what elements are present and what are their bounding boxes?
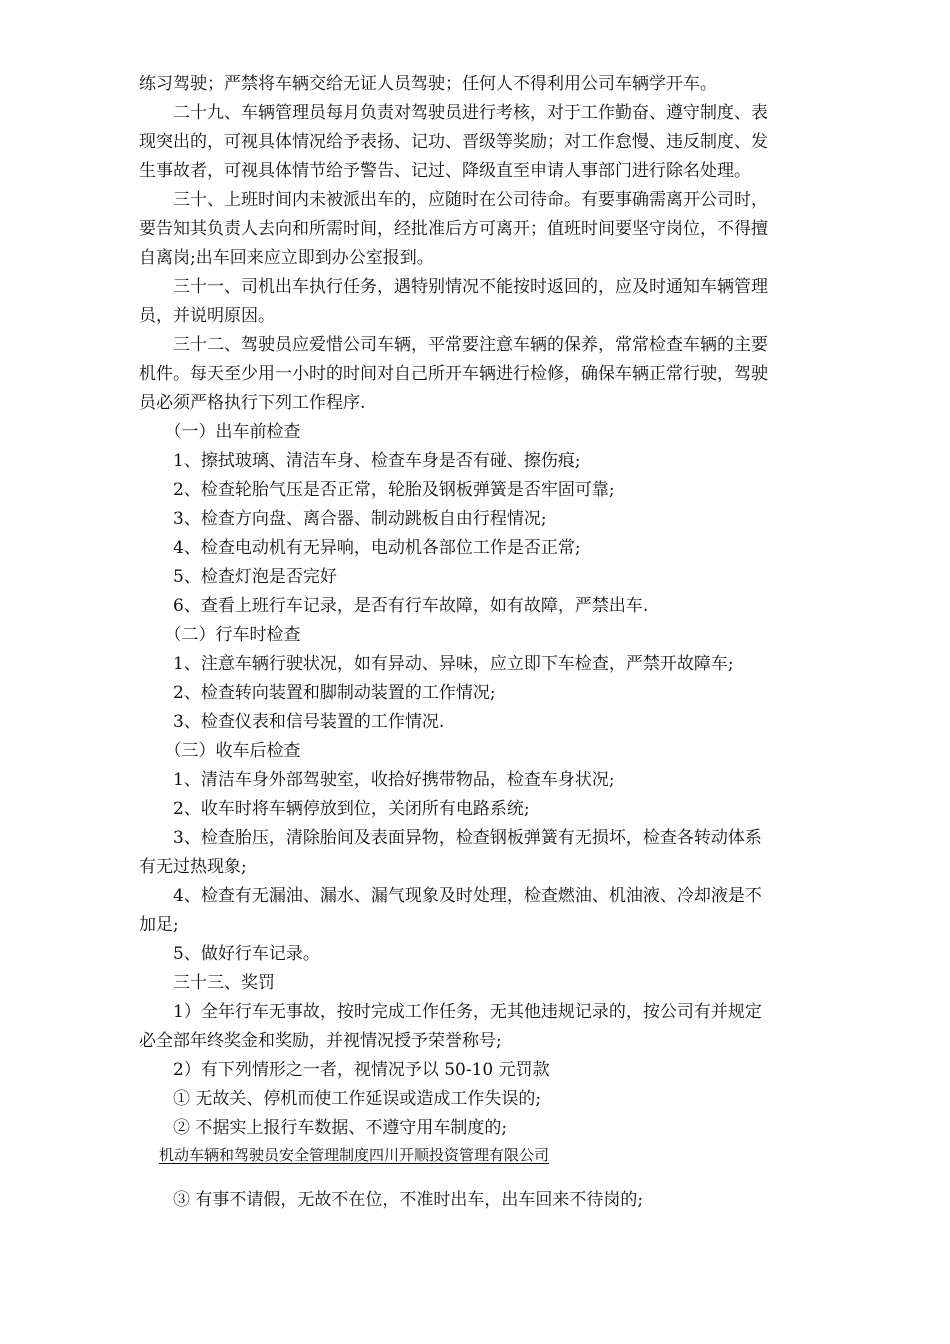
list-item: 1、注意车辆行驶状况，如有异动、异味，应立即下车检查，严禁开故障车; xyxy=(139,654,734,674)
text-line: 现突出的，可视具体情况给予表扬、记功、晋级等奖励；对工作怠慢、违反制度、发 xyxy=(139,132,768,152)
text-line: 有无过热现象; xyxy=(139,857,247,877)
text-line: 要告知其负责人去向和所需时间，经批准后方可离开；值班时间要坚守岗位，不得擅 xyxy=(139,219,768,239)
list-item: 2、检查轮胎气压是否正常，轮胎及钢板弹簧是否牢固可靠; xyxy=(139,480,615,500)
section-heading: 三十三、奖罚 xyxy=(139,973,275,993)
page-footer-title: 机动车辆和驾驶员安全管理制度四川开顺投资管理有限公司 xyxy=(159,1146,550,1164)
text-line: 必全部年终奖金和奖励，并视情况授予荣誉称号; xyxy=(139,1031,502,1051)
text-line: 三十一、司机出车执行任务，遇特别情况不能按时返回的，应及时通知车辆管理 xyxy=(139,277,768,297)
text-line: 二十九、车辆管理员每月负责对驾驶员进行考核，对于工作勤奋、遵守制度、表 xyxy=(139,103,768,123)
text-line: 加足; xyxy=(139,915,179,935)
list-item: 2、检查转向装置和脚制动装置的工作情况; xyxy=(139,683,496,703)
list-item: 1、擦拭玻璃、清洁车身、检查车身是否有碰、擦伤痕; xyxy=(139,451,581,471)
text-line: 练习驾驶；严禁将车辆交给无证人员驾驶；任何人不得利用公司车辆学开车。 xyxy=(139,74,717,94)
list-item: 1、清洁车身外部驾驶室，收拾好携带物品，检查车身状况; xyxy=(139,770,615,790)
text-line: 生事故者，可视具体情节给予警告、记过、降级直至申请人事部门进行除名处理。 xyxy=(139,161,751,181)
text-line: 1）全年行车无事故，按时完成工作任务，无其他违规记录的，按公司有并规定 xyxy=(139,1002,762,1022)
text-line: 员必须严格执行下列工作程序. xyxy=(139,393,366,413)
section-heading: （二）行车时检查 xyxy=(139,625,301,645)
list-item: 4、检查电动机有无异响，电动机各部位工作是否正常; xyxy=(139,538,581,558)
section-heading: （三）收车后检查 xyxy=(139,741,301,761)
text-line: 2）有下列情形之一者，视情况予以 50-10 元罚款 xyxy=(139,1060,550,1080)
list-item: 3、检查胎压，清除胎间及表面异物，检查钢板弹簧有无损坏，检查各转动体系 xyxy=(139,828,762,848)
list-item: 5、做好行车记录。 xyxy=(139,944,320,964)
text-line: 机件。每天至少用一小时的时间对自己所开车辆进行检修，确保车辆正常行驶，驾驶 xyxy=(139,364,768,384)
list-item: ③ 有事不请假，无故不在位，不准时出车，出车回来不待岗的; xyxy=(139,1190,644,1210)
list-item: 5、检查灯泡是否完好 xyxy=(139,567,337,587)
list-item: 3、检查仪表和信号装置的工作情况. xyxy=(139,712,445,732)
list-item: 4、检查有无漏油、漏水、漏气现象及时处理，检查燃油、机油液、冷却液是不 xyxy=(139,886,762,906)
list-item: ② 不据实上报行车数据、不遵守用车制度的; xyxy=(139,1118,508,1138)
list-item: 3、检查方向盘、离合器、制动跳板自由行程情况; xyxy=(139,509,547,529)
section-heading: （一）出车前检查 xyxy=(139,422,301,442)
text-line: 自离岗;出车回来应立即到办公室报到。 xyxy=(139,248,434,268)
list-item: ① 无故关、停机而使工作延误或造成工作失误的; xyxy=(139,1089,542,1109)
text-line: 员，并说明原因。 xyxy=(139,306,275,326)
text-line: 三十、上班时间内未被派出车的，应随时在公司待命。有要事确需离开公司时， xyxy=(139,190,768,210)
list-item: 6、查看上班行车记录，是否有行车故障，如有故障，严禁出车. xyxy=(139,596,649,616)
list-item: 2、收车时将车辆停放到位，关闭所有电路系统; xyxy=(139,799,530,819)
text-line: 三十二、驾驶员应爱惜公司车辆，平常要注意车辆的保养，常常检查车辆的主要 xyxy=(139,335,768,355)
